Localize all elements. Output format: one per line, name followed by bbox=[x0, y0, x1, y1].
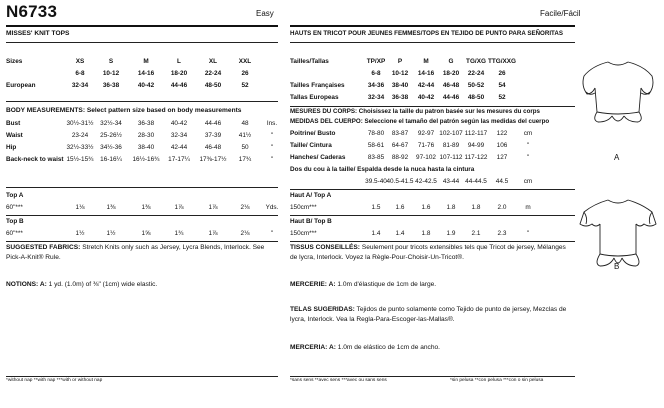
measure-row-back: 15½-15¾ 16-16¼ 16½-16¾ 17-17¼ 17⅜-17½ 17¾ " bbox=[66, 156, 274, 163]
view-b-fabric: 60"*** bbox=[6, 230, 23, 237]
notions: NOTIONS: A: 1 yd. (1.0m) of ⅜" (1cm) wide elastic. bbox=[6, 281, 158, 288]
fr-french-sizes-label: Tailles Françaises bbox=[290, 82, 345, 89]
view-label-b: B bbox=[614, 262, 620, 271]
size-code: XS bbox=[75, 58, 85, 65]
fr-view-b-fabric: 150cm*** bbox=[290, 230, 317, 237]
view-b-yardage: 1½ 1½ 1⅝ 1¾ 1⅞ 2⅛ " bbox=[75, 230, 274, 237]
measure-row-waist: 23-24 25-26½ 28-30 32-34 37-39 41½ " bbox=[71, 132, 274, 139]
difficulty-en: Easy bbox=[256, 9, 274, 18]
fr-sizes-label: Tailles/Tallas bbox=[290, 58, 329, 65]
sizes-label: Sizes bbox=[6, 58, 23, 65]
fr-view-a-fabric: 150cm*** bbox=[290, 204, 317, 211]
garment-illustrations bbox=[578, 56, 658, 296]
fr-measure-label-bust: Poitrine/ Busto bbox=[290, 130, 336, 137]
size-numbers-row: 6-8 10-12 14-16 18-20 22-24 26 bbox=[75, 70, 249, 77]
top-b-drawing bbox=[580, 200, 656, 266]
fr-measure-label-hip: Hanches/ Caderas bbox=[290, 154, 346, 161]
suggested-fabrics: SUGGESTED FABRICS: Stretch Knits only such as Jersey, Lycra Blends, Interlock. See Pick-A-Knit® Rule. bbox=[6, 244, 265, 261]
view-b-name: Top B bbox=[6, 218, 24, 225]
tissus-conseilles: TISSUS CONSEILLÉS: Seulement pour tricots extensibles tels que Tricot de jersey, Mélanges de lycra, Interlock. Voyez la Règle-Pour-Choisir-Un-Tricot®. bbox=[290, 244, 566, 261]
footnote-es: *sin pelusa **con pelusa ***con o sin pelusa bbox=[450, 378, 544, 383]
footnote-fr: *sans sens **avec sens ***avec ou sans sens bbox=[290, 378, 387, 383]
mesures-title: MESURES DU CORPS: Choisissez la taille du patron basée sur les mesures du corps bbox=[290, 108, 540, 115]
difficulty-fr: Facile/Fácil bbox=[540, 9, 581, 18]
fr-measure-label-waist: Taille/ Cintura bbox=[290, 142, 332, 149]
fr-french-sizes-row: 34-36 38-40 42-44 46-48 50-52 54 bbox=[367, 82, 506, 89]
measure-row-bust: 30½-31½ 32½-34 36-38 40-42 44-46 48 Ins. bbox=[66, 120, 278, 127]
fr-measure-row-waist: 58-61 64-67 71-76 81-89 94-99 106 " bbox=[367, 142, 530, 149]
size-code: L bbox=[177, 58, 181, 65]
telas-sugeridas: TELAS SUGERIDAS: Tejidos de punto solamente como Tejido de punto de jersey, Mezclas de lycra, Interlock. Vea la Regla-Para-Escoger-las-Mallas®. bbox=[290, 306, 567, 323]
size-code: XXL bbox=[238, 58, 252, 65]
fr-view-a-yardage: 1.5 1.6 1.6 1.8 1.8 2.0 m bbox=[371, 204, 531, 211]
medidas-title: MEDIDAS DEL CUERPO: Seleccione el tamaño del patrón según las medidas del cuerpo bbox=[290, 118, 550, 125]
size-code: S bbox=[108, 58, 114, 65]
mercerie: MERCERIE: A: 1.0m d'élastique de 1cm de large. bbox=[290, 281, 437, 288]
measure-label-back: Back-neck to waist bbox=[6, 156, 64, 163]
measure-label-waist: Waist bbox=[6, 132, 23, 139]
merceria: MERCERIA: A: 1.0m de elástico de 1cm de ancho. bbox=[290, 344, 441, 351]
fr-view-b-name: Haut B/ Top B bbox=[290, 218, 332, 225]
fr-euro-sizes-label: Tallas Europeas bbox=[290, 94, 339, 101]
measure-label-bust: Bust bbox=[6, 120, 21, 127]
european-label: European bbox=[6, 82, 36, 89]
size-code: XL bbox=[208, 58, 218, 65]
fr-back-row: 39.5-40 40.5-41.5 42-42.5 43-44 44-44.5 44.5 cm bbox=[365, 178, 533, 185]
fr-size-numbers-row: 6-8 10-12 14-16 18-20 22-24 26 bbox=[371, 70, 506, 77]
french-title: HAUTS EN TRICOT POUR JEUNES FEMMES/TOPS EN TEJIDO DE PUNTO PARA SEÑORITAS bbox=[290, 30, 563, 37]
pattern-number: N6733 bbox=[6, 2, 58, 21]
header-rule-en bbox=[6, 25, 278, 27]
view-a-name: Top A bbox=[6, 192, 24, 199]
fr-view-a-name: Haut A/ Top A bbox=[290, 192, 332, 199]
measure-row-hip: 32½-33½ 34½-36 38-40 42-44 46-48 50 " bbox=[66, 144, 274, 151]
fr-view-b-yardage: 1.4 1.4 1.8 1.9 2.1 2.3 " bbox=[371, 230, 530, 237]
european-row: 32-34 36-38 40-42 44-46 48-50 52 bbox=[71, 82, 249, 89]
view-label-a: A bbox=[614, 153, 620, 162]
fr-measure-row-bust: 78-80 83-87 92-97 102-107 112-117 122 cm bbox=[367, 130, 533, 137]
view-a-yardage: 1⅛ 1⅜ 1⅜ 1⅞ 1⅞ 2⅛ Yds. bbox=[75, 204, 279, 211]
english-title: MISSES' KNIT TOPS bbox=[6, 30, 70, 37]
fr-euro-sizes-row: 32-34 36-38 40-42 44-46 48-50 52 bbox=[367, 94, 506, 101]
top-a-drawing bbox=[583, 62, 653, 122]
size-code: M bbox=[143, 58, 149, 65]
measure-label-hip: Hip bbox=[6, 144, 17, 151]
fr-measure-row-hip: 83-85 88-92 97-102 107-112 117-122 127 " bbox=[367, 154, 530, 161]
fr-back-label: Dos du cou à la taille/ Espalda desde la nuca hasta la cintura bbox=[290, 166, 475, 173]
footnote-en: *without nap **with nap ***with or without nap bbox=[6, 378, 103, 383]
body-measurements-title: BODY MEASUREMENTS: Select pattern size based on body measurements bbox=[6, 107, 242, 114]
view-a-fabric: 60"*** bbox=[6, 204, 23, 211]
fr-size-codes-row: TP/XP P M G TG/XG TTG/XXG bbox=[366, 58, 517, 65]
top-a-back-view-drawing bbox=[578, 56, 658, 296]
header-rule-fr bbox=[290, 25, 575, 27]
size-codes-row bbox=[62, 59, 278, 67]
